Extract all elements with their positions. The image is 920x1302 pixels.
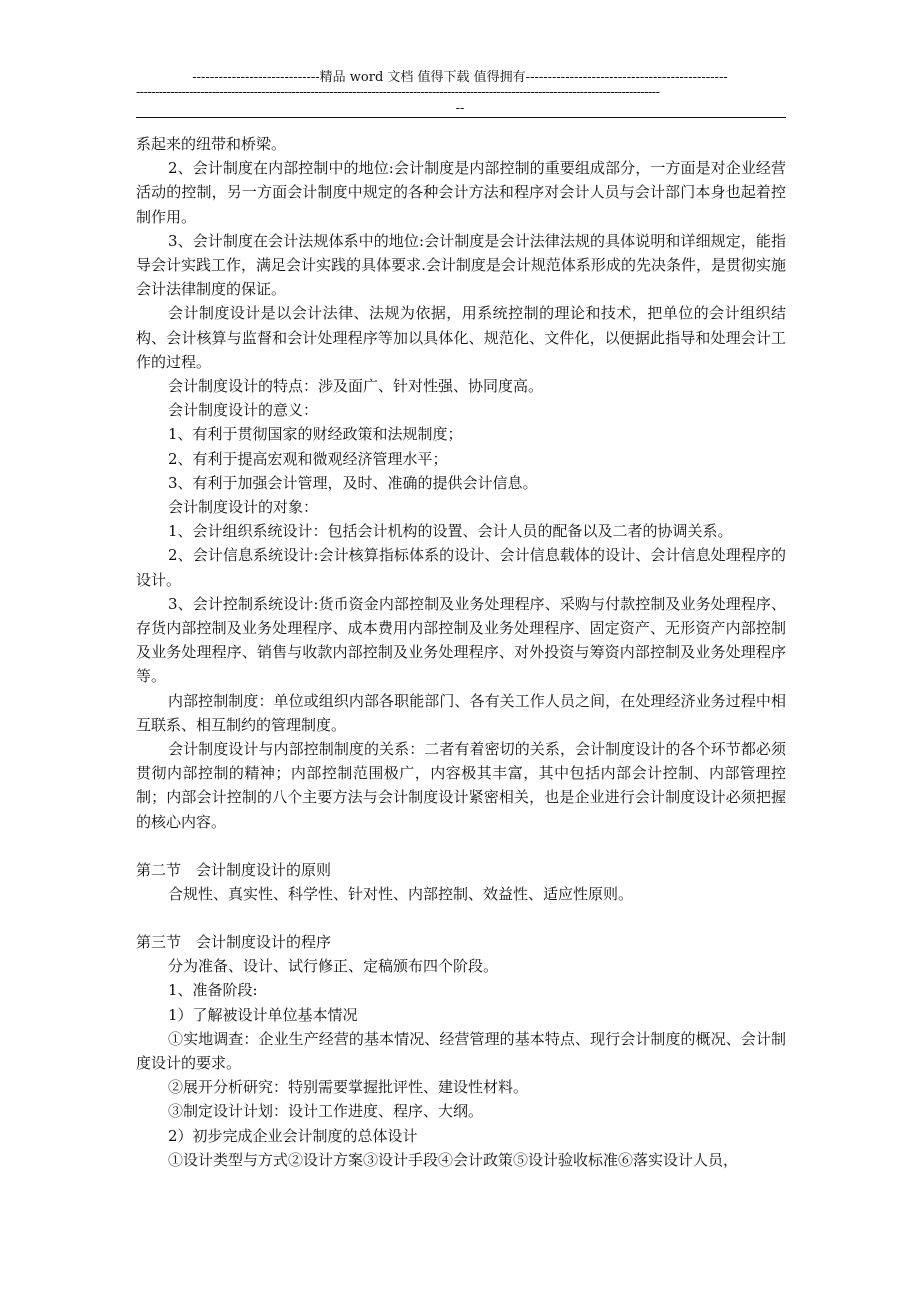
section-2-line: 合规性、真实性、科学性、针对性、内部控制、效益性、适应性原则。 xyxy=(168,884,634,903)
section-3-line: ①设计类型与方式②设计方案③设计手段④会计政策⑤设计验收标准⑥落实设计人员， xyxy=(168,1150,739,1169)
section-3-line: ②展开分析研究：特别需要掌握批评性、建设性材料。 xyxy=(168,1078,529,1097)
spacer xyxy=(136,906,786,930)
body-paragraph: 内部控制制度：单位或组织内部各职能部门、各有关工作人员之间，在处理经济业务过程中相互联系、相互制约的管理制度。 xyxy=(136,691,786,734)
document-body xyxy=(136,132,786,1172)
body-paragraph: 3、有利于加强会计管理，及时、准确的提供会计信息。 xyxy=(168,473,538,492)
body-paragraph: 2、有利于提高宏观和微观经济管理水平； xyxy=(168,449,448,468)
body-paragraph: 会计制度设计的意义： xyxy=(168,401,319,420)
header-rule xyxy=(136,117,786,118)
section-3-body xyxy=(136,954,786,1172)
section-3-line: ①实地调查：企业生产经营的基本情况、经营管理的基本特点、现行会计制度的概况、会计制度设计的要求。 xyxy=(136,1029,786,1072)
body-paragraph: 2、会计信息系统设计:会计核算指标体系的设计、会计信息载体的设计、会计信息处理程序的设计。 xyxy=(136,546,786,589)
section-3-line: 1、准备阶段: xyxy=(168,981,258,1000)
header-line-3: -- xyxy=(455,101,465,116)
body-paragraph: 会计制度设计与内部控制制度的关系：二者有着密切的关系，会计制度设计的各个环节都必须贯彻内部控制的精神；内部控制范围极广，内容极其丰富，其中包括内部会计控制、内部管理控制；内部会计控制的八个主要方法与会计制度设计紧密相关，也是企业进行会计制度设计必须把握的核心内容。 xyxy=(136,740,786,831)
paragraph-list xyxy=(136,132,786,834)
body-paragraph: 会计制度设计是以会计法律、法规为依据，用系统控制的理论和技术，把单位的会计组织结构、会计核算与监督和会计处理程序等加以具体化、规范化、文件化，以便据此指导和处理会计工作的过程。 xyxy=(136,304,786,371)
section-3-line: 2）初步完成企业会计制度的总体设计 xyxy=(168,1126,418,1145)
body-paragraph: 3、会计制度在会计法规体系中的地位:会计制度是会计法律法规的具体说明和详细规定，能指导会计实践工作，满足会计实践的具体要求.会计制度是会计规范体系形成的先决条件，是贯彻实施会计法律制度的保证。 xyxy=(136,231,786,299)
body-paragraph: 系起来的纽带和桥梁。 xyxy=(136,135,287,153)
section-3-line: 1）了解被设计单位基本情况 xyxy=(168,1005,358,1024)
header-line-1: -----------------------------精品 word 文档 值得下载 值得拥有---------------------------------------------- xyxy=(192,70,728,85)
section-3-line: ③制定设计计划：设计工作进度、程序、大纲。 xyxy=(168,1102,484,1121)
body-paragraph: 会计制度设计的对象： xyxy=(168,498,319,517)
header-line-2: ------------------------------------------------------------------------------------------------------------------------------------------ xyxy=(136,85,660,100)
body-paragraph: 3、会计控制系统设计:货币资金内部控制及业务处理程序、采购与付款控制及业务处理程序、存货内部控制及业务处理程序、成本费用内部控制及业务处理程序、固定资产、无形资产内部控制及业务处理程序、销售与收款内部控制及业务处理程序、对外投资与筹资内部控制及业务处理程序等。 xyxy=(136,594,786,686)
section-3-line: 分为准备、设计、试行修正、定稿颁布四个阶段。 xyxy=(168,957,499,976)
section-2-body xyxy=(136,882,786,906)
section-2-title: 第二节 会计制度设计的原则 xyxy=(136,860,332,879)
body-paragraph: 1、会计组织系统设计：包括会计机构的设置、会计人员的配备以及二者的协调关系。 xyxy=(168,522,733,541)
body-paragraph: 会计制度设计的特点：涉及面广、针对性强、协同度高。 xyxy=(168,377,544,396)
spacer xyxy=(136,834,786,858)
body-paragraph: 1、有利于贯彻国家的财经政策和法规制度； xyxy=(168,425,463,444)
section-3-title: 第三节 会计制度设计的程序 xyxy=(136,933,332,952)
body-paragraph: 2、会计制度在内部控制中的地位:会计制度是内部控制的重要组成部分，一方面是对企业经营活动的控制，另一方面会计制度中规定的各种会计方法和程序对会计人员与会计部门本身也起着控制作用。 xyxy=(136,159,786,226)
